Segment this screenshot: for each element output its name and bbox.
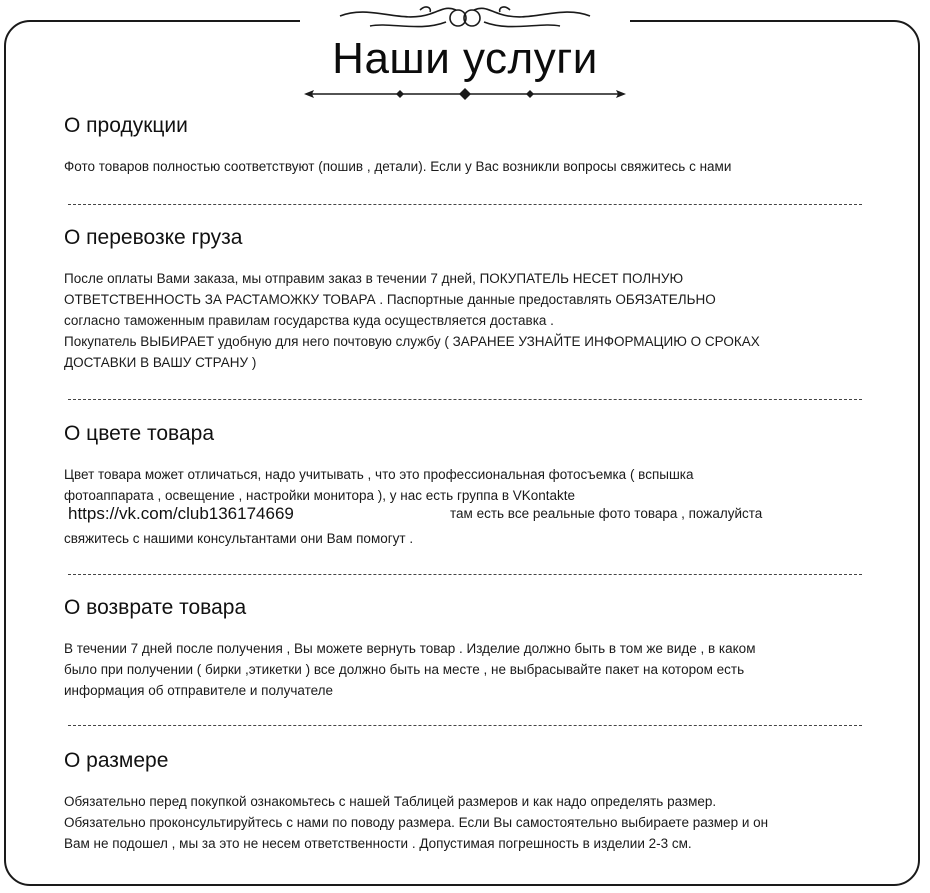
page-title: Наши услуги [332,34,598,83]
section-heading: О цвете товара [64,422,215,445]
vk-group-link[interactable]: https://vk.com/club136174669 [68,504,294,523]
section-text-line: ДОСТАВКИ В ВАШУ СТРАНУ ) [64,355,257,370]
section-text-line: свяжитесь с нашими консультантами они Вам помогут . [64,531,414,546]
vk-link-line [64,506,884,528]
section-heading: О размере [64,749,169,772]
section-products [64,114,884,177]
dashed-divider [68,204,862,205]
section-text-line: Обязательно проконсультируйтесь с нами по поводу размера. Если Вы самостоятельно выбираете размер и он [64,815,769,830]
section-text-line: После оплаты Вами заказа, мы отправим заказ в течении 7 дней, ПОКУПАТЕЛЬ НЕСЕТ ПОЛНУЮ [64,271,684,286]
section-size [64,749,884,854]
section-text-line: ОТВЕТСТВЕННОСТЬ ЗА РАСТАМОЖКУ ТОВАРА . Паспортные данные предоставлять ОБЯЗАТЕЛЬНО [64,292,716,307]
section-body [64,638,884,701]
dashed-divider [68,725,862,726]
section-shipping [64,226,884,373]
section-text-line: Обязательно перед покупкой ознакомьтесь с нашей Таблицей размеров и как надо определять размер. [64,794,717,809]
section-text-line: фотоаппарата , освещение , настройки монитора ), у нас есть группа в VKontakte [64,488,576,503]
section-body [64,464,884,549]
section-text-line: Вам не подошел , мы за это не несем ответственности . Допустимая погрешность в изделии 2-3 см. [64,836,692,851]
dashed-divider [68,574,862,575]
section-color [64,422,884,549]
section-body [64,268,884,373]
section-text-line: В течении 7 дней после получения , Вы можете вернуть товар . Изделие должно быть в том же виде , в каком [64,641,756,656]
dashed-divider [68,399,862,400]
section-text-line: Цвет товара может отличаться, надо учитывать , что это профессиональная фотосъемка ( вспышка [64,467,694,482]
section-text-line: согласно таможенным правилам государства куда осуществляется доставка . [64,313,554,328]
section-heading: О перевозке груза [64,226,243,249]
section-heading: О продукции [64,114,188,137]
section-body [64,791,884,854]
section-heading: О возврате товара [64,596,247,619]
section-text-line: Покупатель ВЫБИРАЕТ удобную для него почтовую службу ( ЗАРАНЕЕ УЗНАЙТЕ ИНФОРМАЦИЮ О СРОКАХ [64,334,760,349]
section-text-line: Фото товаров полностью соответствуют (пошив , детали). Если у Вас возникли вопросы свяжитесь с нами [64,159,732,174]
section-text-line: информация об отправителе и получателе [64,683,334,698]
section-text-line: было при получении ( бирки ,этикетки ) все должно быть на месте , не выбрасывайте пакет на котором есть [64,662,745,677]
arrow-ornament [300,84,630,104]
section-text-fragment: там есть все реальные фото товара , пожалуйста [450,506,763,521]
section-returns [64,596,884,701]
section-body [64,156,884,177]
